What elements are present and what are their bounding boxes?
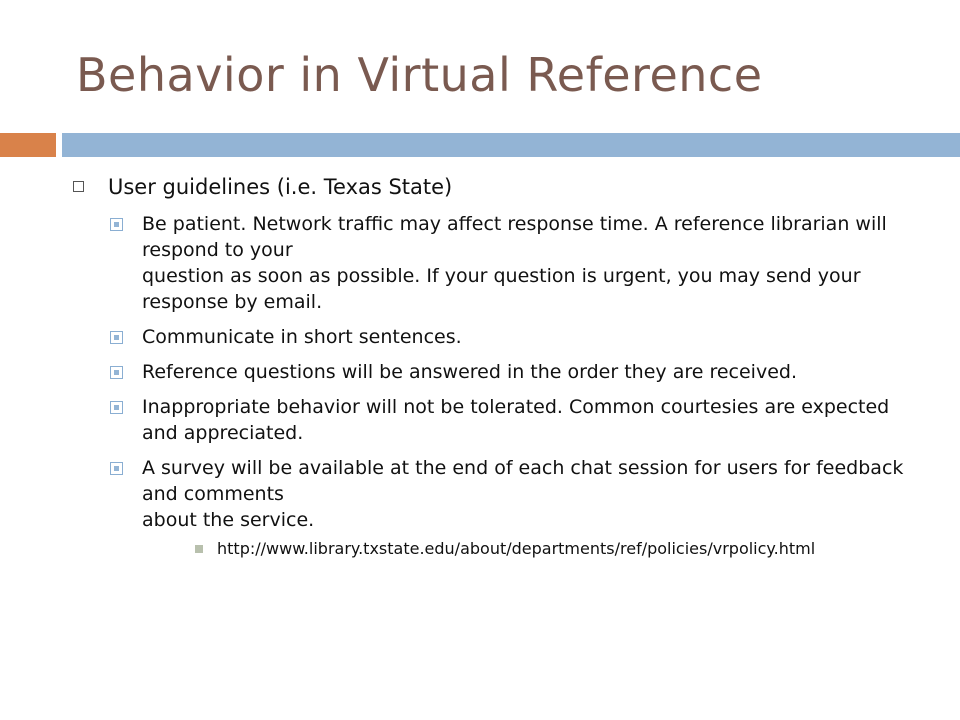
bullet-level2 bbox=[70, 359, 920, 385]
square-bullet-icon bbox=[195, 545, 203, 553]
slide-title: Behavior in Virtual Reference bbox=[76, 48, 763, 102]
square-bullet-icon bbox=[110, 366, 123, 379]
bullet-level2 bbox=[70, 455, 920, 533]
bullet-text: Communicate in short sentences. bbox=[142, 326, 462, 348]
bullet-text: A survey will be available at the end of each chat session for users for feedback and comments bbox=[142, 457, 904, 505]
bullet-level3 bbox=[70, 539, 920, 559]
bullet-text: Be patient. Network traffic may affect response time. A reference librarian will respond to your bbox=[142, 213, 887, 261]
policy-link[interactable]: http://www.library.txstate.edu/about/departments/ref/policies/vrpolicy.html bbox=[217, 539, 816, 558]
square-bullet-icon bbox=[110, 462, 123, 475]
bullet-level2 bbox=[70, 394, 920, 446]
bullet-level2 bbox=[70, 324, 920, 350]
bullet-heading-text: User guidelines (i.e. Texas State) bbox=[108, 175, 453, 199]
square-bullet-icon bbox=[110, 218, 123, 231]
square-bullet-icon bbox=[110, 401, 123, 414]
slide-body bbox=[70, 172, 920, 559]
bullet-text: Reference questions will be answered in the order they are received. bbox=[142, 361, 797, 383]
square-bullet-icon bbox=[73, 181, 84, 192]
bullet-level2 bbox=[70, 211, 920, 315]
bullet-text: question as soon as possible. If your question is urgent, you may send your response by email. bbox=[142, 265, 861, 313]
accent-bar-orange bbox=[0, 133, 56, 157]
bullet-text: about the service. bbox=[142, 509, 315, 531]
square-bullet-icon bbox=[110, 331, 123, 344]
bullet-level1 bbox=[70, 172, 920, 202]
bullet-text: Inappropriate behavior will not be tolerated. Common courtesies are expected and appreciated. bbox=[142, 396, 890, 444]
accent-bar-blue bbox=[62, 133, 960, 157]
